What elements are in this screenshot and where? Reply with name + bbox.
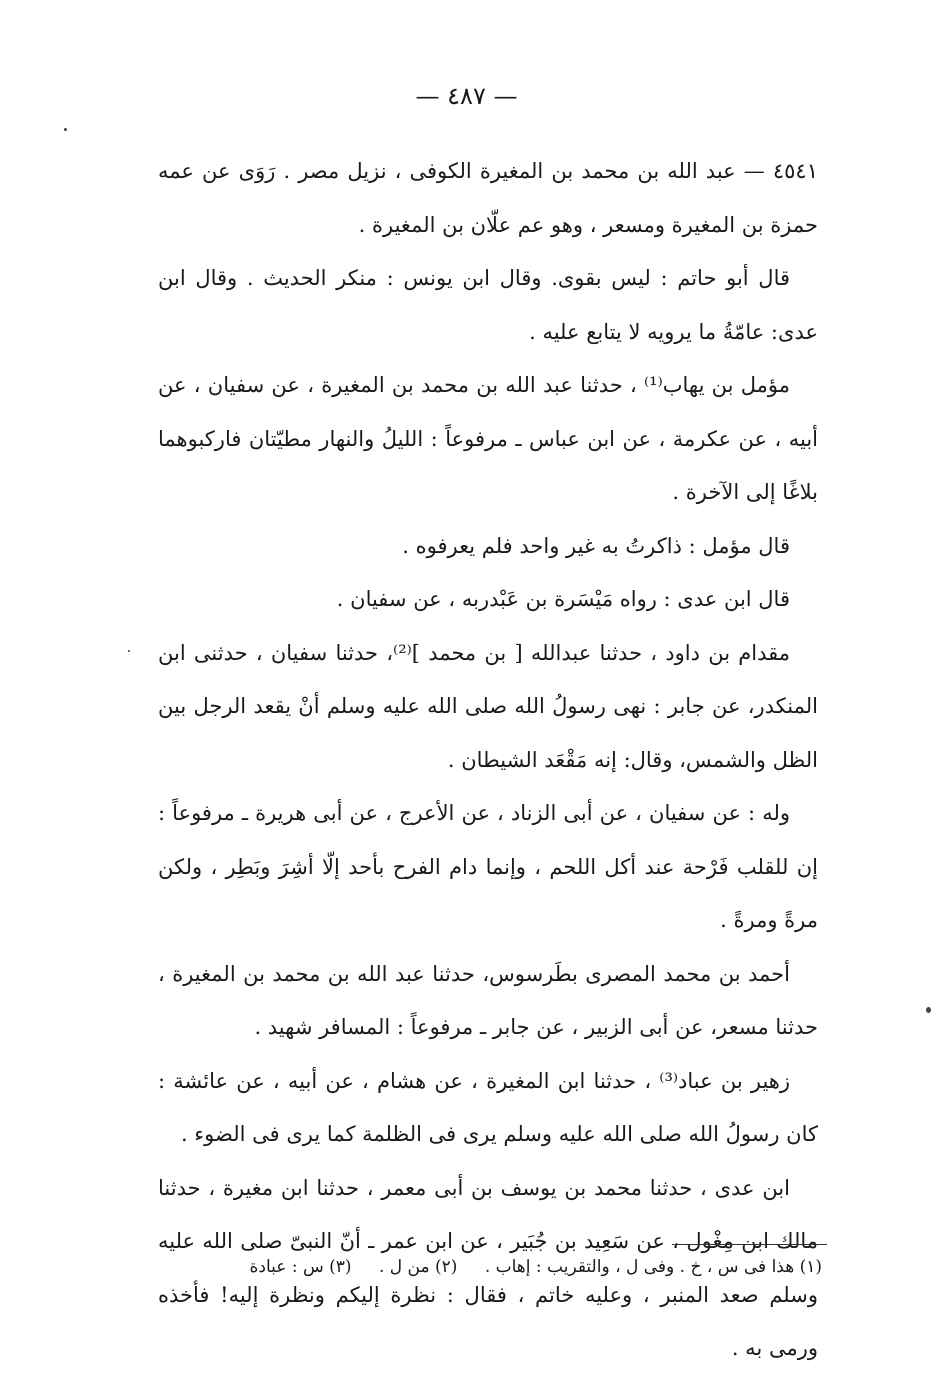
scan-speck [64, 128, 67, 131]
footnote-2: (٢) من ل . [378, 1257, 458, 1277]
text-paragraph: وله : عن سفيان ، عن أبى الزناد ، عن الأعرج ، عن أبى هريرة ـ مرفوعاً : إن للقلب فَرْحة عند أكل اللحم ، وإنما دام الفرح بأحد إلّا أشِرَ وبَطِر ، ولكن مرةً ومرةً . [158, 801, 818, 932]
scan-speck [128, 650, 130, 652]
text-paragraph: قال ابن عدى : رواه مَيْسَرة بن عَبْدربه ، عن سفيان . [336, 587, 790, 611]
text-paragraph: مقدام بن داود ، حدثنا عبدالله [ بن محمد ]⁽²⁾، حدثنا سفيان ، حدثنى ابن المنكدر، عن جابر : نهى رسولُ الله صلى الله عليه وسلم أنْ يقعد الرجل بين الظل والشمس، وقال: إنه مَقْعَد الشيطان . [158, 640, 818, 772]
text-paragraph: قال أبو حاتم : ليس بقوى. وقال ابن يونس : منكر الحديث . وقال ابن عدى: عامّةُ ما يرويه لا يتابع عليه . [158, 266, 818, 344]
text-paragraph: أحمد بن محمد المصرى بطَرسوس، حدثنا عبد الله بن محمد بن المغيرة ، حدثنا مسعر، عن أبى الزبير ، عن جابر ـ مرفوعاً : المسافر شهيد . [158, 961, 818, 1039]
text-paragraph: زهير بن عباد⁽³⁾ ، حدثنا ابن المغيرة ، عن هشام ، عن أبيه ، عن عائشة : كان رسولُ الله صلى الله عليه وسلم يرى فى الظلمة كما يرى فى الضوء . [158, 1068, 818, 1146]
text-paragraph: ابن عدى ، حدثنا محمد بن يوسف بن أبى معمر ، حدثنا ابن مغيرة ، حدثنا مالك ابن مِغْول ، عن سَعِيد بن جُبَير ، عن ابن عمر ـ أنّ النبىّ صلى الله عليه وسلم صعد المنبر ، وعليه خاتم ، فقال : نظرة إليكم ونظرة إليه! فأخذه ورمى به . [158, 1175, 818, 1360]
footnote-divider [672, 1244, 827, 1245]
footnotes [150, 1250, 822, 1284]
entry-heading-paragraph: ٤٥٤١ — عبد الله بن محمد بن المغيرة الكوفى ، نزيل مصر . رَوَى عن عمه حمزة بن المغيرة ومسعر ، وهو عم علّان بن المغيرة . [158, 159, 818, 237]
text-paragraph: مؤمل بن يهاب⁽¹⁾ ، حدثنا عبد الله بن محمد بن المغيرة ، عن سفيان ، عن أبيه ، عن عكرمة ، عن ابن عباس ـ مرفوعاً : الليلُ والنهار مطيّتان فاركبوهما بلاغًا إلى الآخرة . [158, 373, 818, 504]
page-number: — ٤٨٧ — [415, 82, 518, 110]
text-paragraph: قال مؤمل : ذاكرتُ به غير واحد فلم يعرفوه . [402, 533, 790, 558]
main-text [158, 145, 818, 1376]
footnote-1: (١) هذا فى س ، خ . وفى ل ، والتقريب : إهاب . [484, 1257, 822, 1277]
scan-speck [926, 1007, 931, 1013]
footnote-3: (٣) س : عبادة [249, 1257, 352, 1277]
